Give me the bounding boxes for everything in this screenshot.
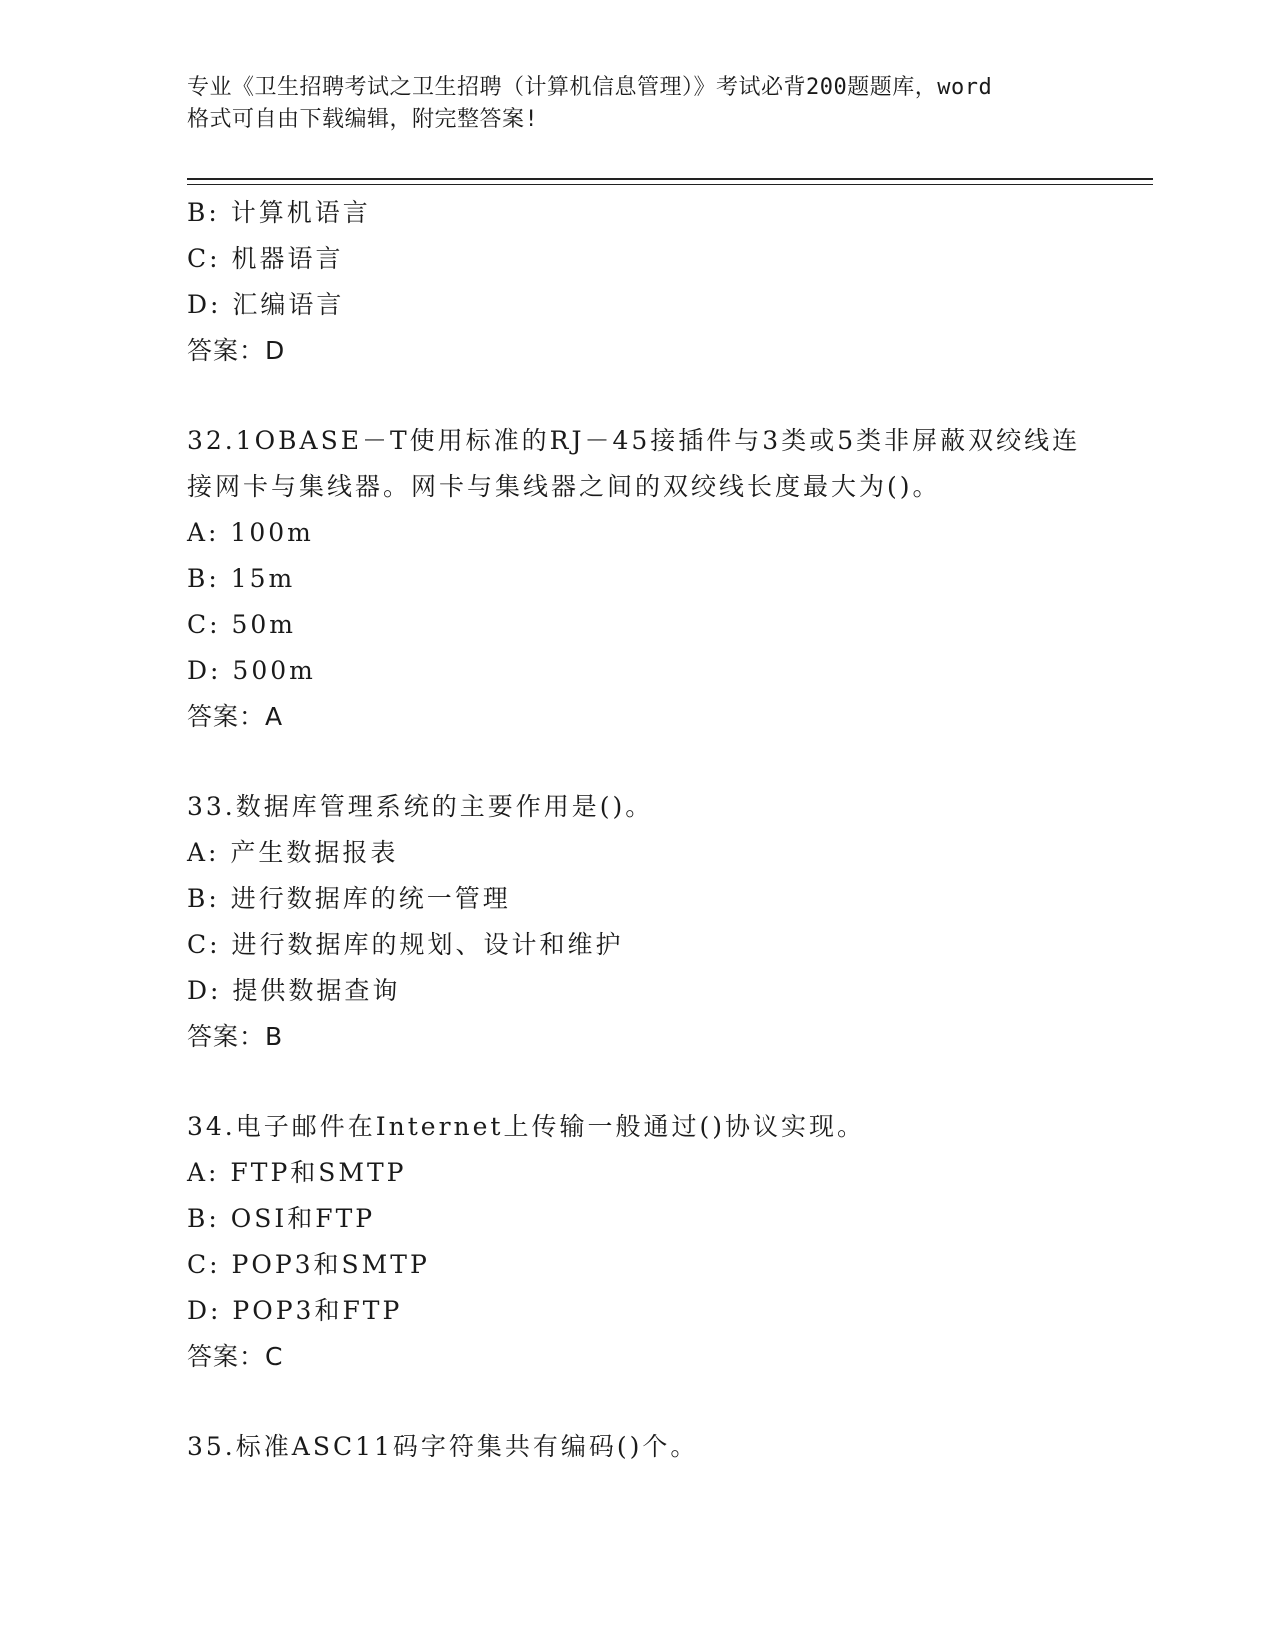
document-header bbox=[187, 72, 1087, 136]
option-b: B: 15m bbox=[187, 564, 296, 593]
option-d: D: POP3和FTP bbox=[187, 1296, 403, 1325]
option-b: B: 进行数据库的统一管理 bbox=[187, 884, 511, 913]
option-c: C: 50m bbox=[187, 610, 297, 639]
option-c: C: 机器语言 bbox=[187, 244, 344, 273]
question-text: 33.数据库管理系统的主要作用是()。 bbox=[187, 792, 654, 821]
answer: 答案：A bbox=[187, 702, 284, 731]
option-a: A: FTP和SMTP bbox=[187, 1158, 407, 1187]
option-d: D: 500m bbox=[187, 656, 316, 685]
option-c: C: POP3和SMTP bbox=[187, 1250, 430, 1279]
answer: 答案：B bbox=[187, 1022, 284, 1051]
option-c: C: 进行数据库的规划、设计和维护 bbox=[187, 930, 624, 959]
header-line-2: 格式可自由下载编辑，附完整答案! bbox=[187, 107, 539, 132]
question-body bbox=[187, 190, 1147, 1470]
question-34 bbox=[187, 1104, 1147, 1380]
header-divider-thin bbox=[187, 184, 1153, 185]
option-a: A: 产生数据报表 bbox=[187, 838, 399, 867]
option-d: D: 提供数据查询 bbox=[187, 976, 401, 1005]
answer: 答案：C bbox=[187, 1342, 284, 1371]
question-33 bbox=[187, 784, 1147, 1060]
question-text: 34.电子邮件在Internet上传输一般通过()协议实现。 bbox=[187, 1112, 865, 1141]
option-b: B: OSI和FTP bbox=[187, 1204, 376, 1233]
option-b: B: 计算机语言 bbox=[187, 198, 371, 227]
option-d: D: 汇编语言 bbox=[187, 290, 345, 319]
question-32 bbox=[187, 418, 1147, 740]
question-text-line-2: 接网卡与集线器。网卡与集线器之间的双绞线长度最大为()。 bbox=[187, 472, 941, 501]
header-line-1: 专业《卫生招聘考试之卫生招聘（计算机信息管理）》考试必背200题题库，word bbox=[187, 75, 993, 100]
header-divider-thick bbox=[187, 178, 1153, 180]
question-35 bbox=[187, 1424, 1147, 1470]
answer: 答案：D bbox=[187, 336, 286, 365]
question-text: 35.标准ASC11码字符集共有编码()个。 bbox=[187, 1432, 699, 1461]
option-a: A: 100m bbox=[187, 518, 314, 547]
question-31-tail bbox=[187, 190, 1147, 374]
question-text-line-1: 32.1OBASE－T使用标准的RJ－45接插件与3类或5类非屏蔽双绞线连 bbox=[187, 426, 1081, 455]
